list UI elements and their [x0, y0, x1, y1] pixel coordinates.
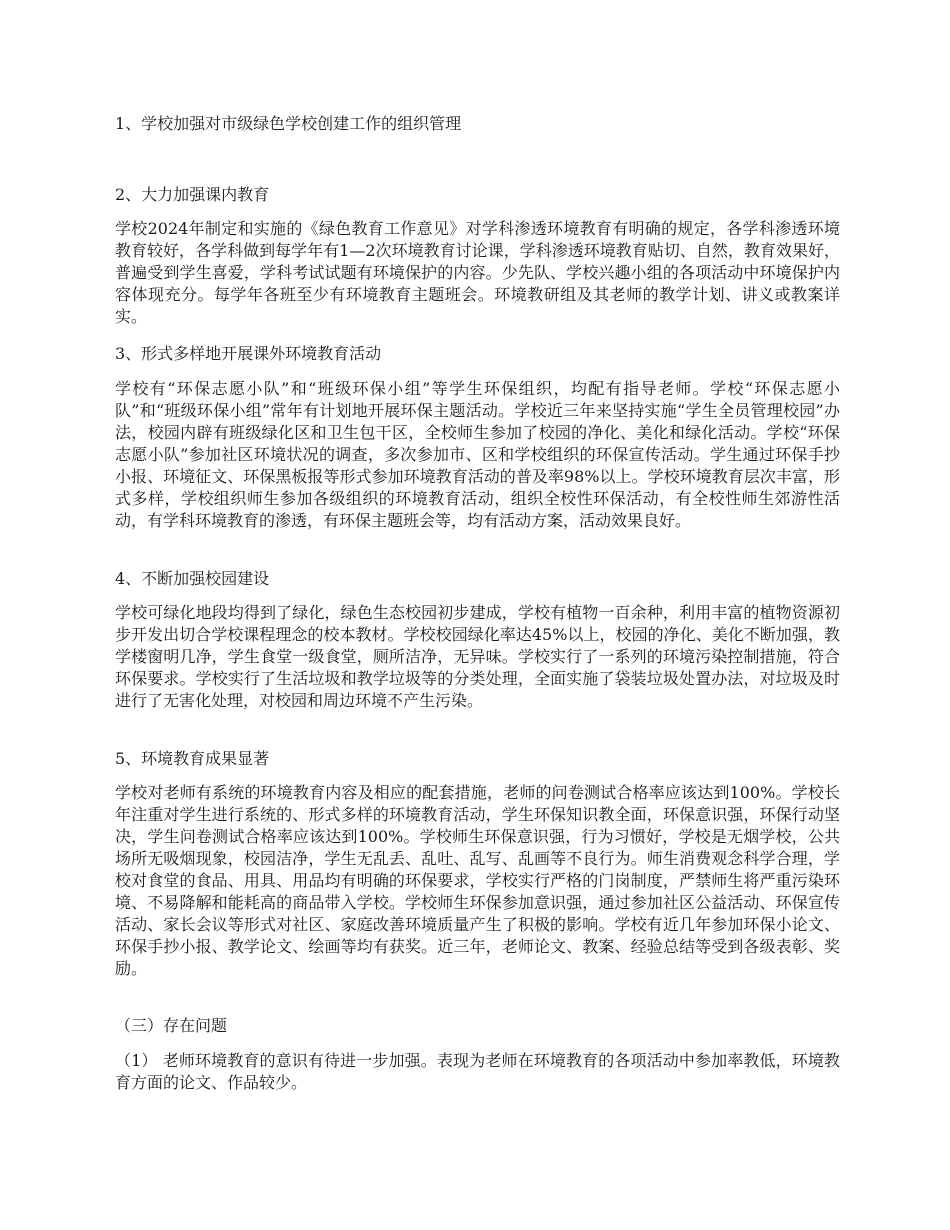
- section-4-body: 学校可绿化地段均得到了绿化，绿色生态校园初步建成，学校有植物一百余种，利用丰富的植物资源初步开发出切合学校课程理念的校本教材。学校校园绿化率达45%以上，校园的净化、美化不断加强，教学楼窗明几净，学生食堂一级食堂，厕所洁净，无异味。学校实行了一系列的环境污染控制措施，符合环保要求。学校实行了生活垃圾和教学垃圾等的分类处理，全面实施了袋装垃圾处置办法，对垃圾及时进行了无害化处理，对校园和周边环境不产生污染。: [115, 603, 840, 710]
- section-1-heading: 1、学校加强对市级绿色学校创建工作的组织管理: [115, 114, 462, 133]
- section-5-heading: 5、环境教育成果显著: [115, 749, 270, 768]
- section-2-heading: 2、大力加强课内教育: [115, 185, 270, 204]
- section-3-body: 学校有“环保志愿小队”和“班级环保小组”等学生环保组织，均配有指导老师。学校“环保志愿小队”和“班级环保小组”常年有计划地开展环保主题活动。学校近三年来坚持实施“学生全员管理校园”办法，校园内辟有班级绿化区和卫生包干区，全校师生参加了校园的净化、美化和绿化活动。学校“环保志愿小队”参加社区环境状况的调查，多次参加市、区和学校组织的环保宣传活动。学生通过环保手抄小报、环境征文、环保黑板报等形式参加环境教育活动的普及率98%以上。学校环境教育层次丰富，形式多样，学校组织师生参加各级组织的环境教育活动，组织全校性环保活动，有全校性师生郊游性活动，有学科环境教育的渗透，有环保主题班会等，均有活动方案，活动效果良好。: [115, 379, 840, 530]
- section-3-heading: 3、形式多样地开展课外环境教育活动: [115, 344, 382, 363]
- issues-heading: （三）存在问题: [115, 1016, 228, 1035]
- section-5-body: 学校对老师有系统的环境教育内容及相应的配套措施，老师的问卷测试合格率应该达到100%。学校长年注重对学生进行系统的、形式多样的环境教育活动，学生环保知识教全面，环保意识强，环保行动坚决，学生问卷测试合格率应该达到100%。学校师生环保意识强，行为习惯好，学校是无烟学校，公共场所无吸烟现象，校园洁净，学生无乱丢、乱吐、乱写、乱画等不良行为。师生消费观念科学合理，学校对食堂的食品、用具、用品均有明确的环保要求，学校实行严格的门岗制度，严禁师生将严重污染环境、不易降解和能耗高的商品带入学校。学校师生环保参加意识强，通过参加社区公益活动、环保宣传活动、家长会议等形式对社区、家庭改善环境质量产生了积极的影响。学校有近几年参加环保小论文、环保手抄小报、教学论文、绘画等均有获奖。近三年，老师论文、教案、经验总结等受到各级表彰、奖励。: [115, 783, 840, 978]
- issues-body: （1） 老师环境教育的意识有待进一步加强。表现为老师在环境教育的各项活动中参加率教低，环境教育方面的论文、作品较少。: [115, 1051, 840, 1092]
- section-4-heading: 4、不断加强校园建设: [115, 569, 270, 588]
- section-2-body: 学校2024年制定和实施的《绿色教育工作意见》对学科渗透环境教育有明确的规定，各学科渗透环境教育较好，各学科做到每学年有1—2次环境教育讨论课，学科渗透环境教育贴切、自然，教育效果好，普遍受到学生喜爱，学科考试试题有环境保护的内容。少先队、学校兴趣小组的各项活动中环境保护内容体现充分。每学年各班至少有环境教育主题班会。环境教研组及其老师的教学计划、讲义或教案详实。: [115, 219, 840, 326]
